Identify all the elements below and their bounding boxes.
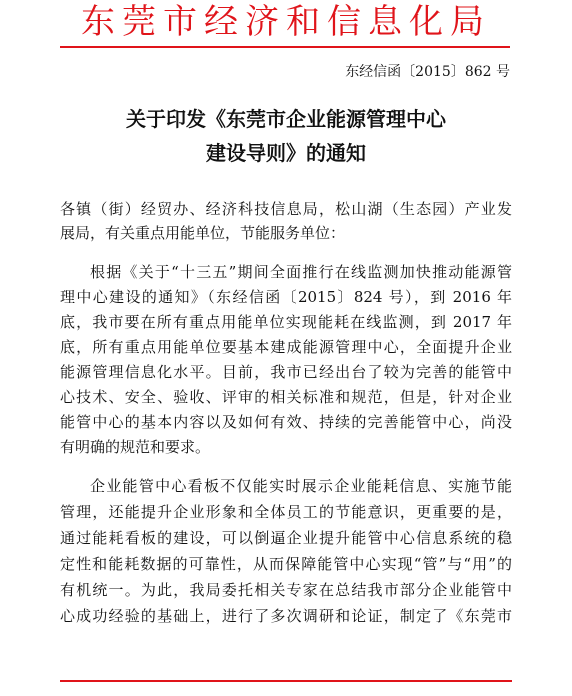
paragraph-2-line: 有机统一。为此，我局委托相关专家在总结我市部分企业能管中 bbox=[60, 581, 512, 599]
paragraph-1-line: 根据《关于“十三五”期间全面推行在线监测加快推动能源管 bbox=[90, 263, 512, 281]
paragraph-2-line: 通过能耗看板的建设，可以倒逼企业提升能管中心信息系统的稳 bbox=[60, 529, 512, 547]
paragraph-2-line: 定性和能耗数据的可靠性，从而保障能管中心实现“管”与“用”的 bbox=[60, 555, 512, 573]
paragraph-1-line: 能源管理信息化水平。目前，我市已经出台了较为完善的能管中 bbox=[60, 363, 512, 381]
paragraph-2-line: 管理，还能提升企业形象和全体员工的节能意识，更重要的是， bbox=[60, 503, 512, 521]
masthead-red-rule bbox=[60, 46, 510, 48]
paragraph-1-line: 底，所有重点用能单位要基本建成能源管理中心，全面提升企业 bbox=[60, 338, 512, 356]
document-number: 东经信函〔2015〕862 号 bbox=[345, 64, 510, 80]
paragraph-1-line: 理中心建设的通知》（东经信函〔2015〕824 号），到 2016 年 bbox=[60, 288, 512, 306]
paragraph-1-line: 心技术、安全、验收、评审的相关标准和规范，但是，针对企业 bbox=[60, 388, 512, 406]
document-title-line-1: 关于印发《东莞市企业能源管理中心 bbox=[126, 107, 446, 131]
recipient-line-1: 各镇（街）经贸办、经济科技信息局，松山湖（生态园）产业发 bbox=[60, 200, 512, 218]
paragraph-1-line: 能管中心的基本内容以及如何有效、持续的完善能管中心，尚没 bbox=[60, 413, 512, 431]
paragraph-2-line: 心成功经验的基础上，进行了多次调研和论证，制定了《东莞市 bbox=[60, 607, 512, 625]
footer-red-rule bbox=[60, 680, 512, 682]
paragraph-1-line: 底，我市要在所有重点用能单位实现能耗在线监测，到 2017 年 bbox=[60, 313, 512, 331]
agency-masthead: 东莞市经济和信息化局 bbox=[81, 2, 491, 42]
recipient-line-2: 展局，有关重点用能单位，节能服务单位： bbox=[60, 224, 346, 242]
paragraph-2-line: 企业能管中心看板不仅能实时展示企业能耗信息、实施节能 bbox=[90, 477, 512, 495]
document-title-line-2: 建设导则》的通知 bbox=[206, 141, 366, 165]
paragraph-1-line: 有明确的规范和要求。 bbox=[60, 438, 211, 456]
